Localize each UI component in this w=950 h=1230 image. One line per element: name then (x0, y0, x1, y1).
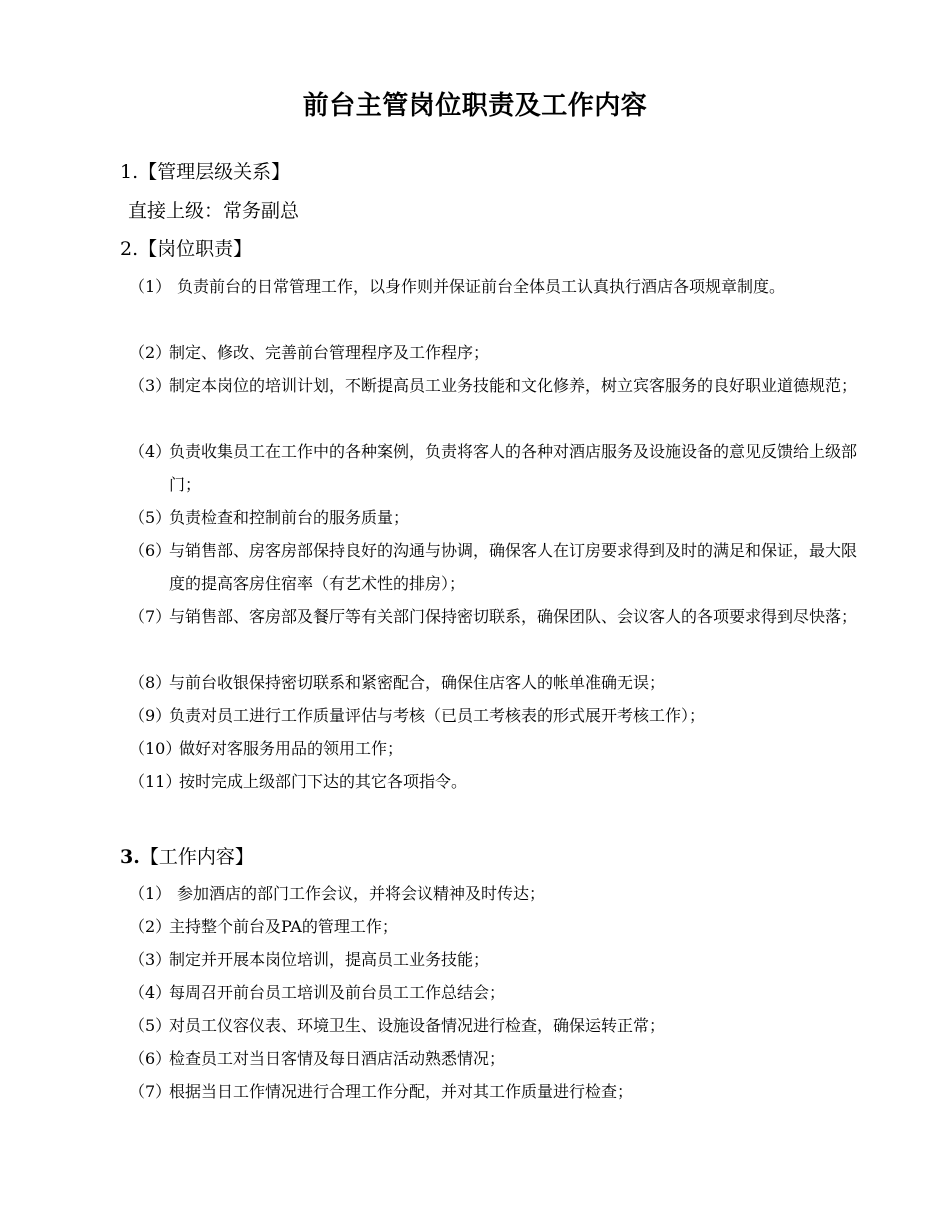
list-item (129, 877, 864, 910)
page-title: 前台主管岗位职责及工作内容 (302, 91, 648, 121)
item-text: 做好对客服务用品的领用工作； (179, 739, 404, 758)
item-number: （5） (129, 508, 172, 527)
item-number: （7） (129, 607, 172, 626)
item-text: 负责检查和控制前台的服务质量； (169, 508, 410, 527)
section-heading-management (120, 158, 290, 186)
item-text: 与前台收银保持密切联系和紧密配合，确保住店客人的帐单准确无误； (169, 673, 666, 692)
item-text: 按时完成上级部门下达的其它各项指令。 (179, 772, 468, 791)
item-number: （4） (129, 442, 172, 461)
item-number: （3） (129, 950, 172, 969)
item-number: （5） (129, 1016, 172, 1035)
item-number: （6） (129, 541, 172, 560)
item-text: 参加酒店的部门工作会议，并将会议精神及时传达； (177, 884, 546, 903)
item-number: （1） (129, 884, 172, 903)
list-item (129, 765, 864, 798)
item-text: 制定并开展本岗位培训，提高员工业务技能； (169, 950, 490, 969)
item-text: 负责前台的日常管理工作，以身作则并保证前台全体员工认真执行酒店各项规章制度。 (177, 277, 786, 296)
section-heading-work-content (120, 843, 254, 871)
list-item (129, 976, 864, 1009)
item-text: 根据当日工作情况进行合理工作分配，并对其工作质量进行检查； (169, 1082, 634, 1101)
item-text: 负责对员工进行工作质量评估与考核（已员工考核表的形式展开考核工作）； (169, 706, 706, 725)
list-item (129, 666, 864, 699)
section-title: 【岗位职责】 (138, 238, 253, 260)
section-title: 【工作内容】 (139, 846, 254, 868)
section-title: 【管理层级关系】 (138, 161, 291, 183)
list-item (129, 600, 864, 633)
list-item (129, 534, 864, 600)
item-text: 主持整个前台及PA的管理工作； (169, 917, 398, 936)
section-number: 1. (120, 161, 139, 183)
list-item (129, 336, 864, 369)
item-number: （7） (129, 1082, 172, 1101)
list-item (129, 732, 864, 765)
item-text: 制定、修改、完善前台管理程序及工作程序； (169, 343, 490, 362)
item-number: （3） (129, 376, 172, 395)
item-number: （4） (129, 983, 172, 1002)
list-item (129, 1075, 864, 1108)
list-item (129, 501, 864, 534)
list-item (129, 910, 864, 943)
item-text: 制定本岗位的培训计划，不断提高员工业务技能和文化修养，树立宾客服务的良好职业道德规范； (169, 376, 858, 395)
item-number: （8） (129, 673, 172, 692)
item-number: （11） (129, 772, 182, 791)
section-heading-duties (120, 235, 252, 263)
item-text: 每周召开前台员工培训及前台员工工作总结会； (169, 983, 506, 1002)
list-item (129, 270, 864, 303)
list-item (129, 943, 864, 976)
list-item (129, 1042, 864, 1075)
item-text: 与销售部、客房部及餐厅等有关部门保持密切联系，确保团队、会议客人的各项要求得到尽快落； (169, 607, 858, 626)
item-number: （6） (129, 1049, 172, 1068)
item-text: 负责收集员工在工作中的各种案例，负责将客人的各种对酒店服务及设施设备的意见反馈给上级部门； (169, 442, 858, 494)
item-text: 检查员工对当日客情及每日酒店活动熟悉情况； (169, 1049, 506, 1068)
item-number: （2） (129, 917, 172, 936)
section-number: 2. (120, 238, 139, 260)
item-number: （1） (129, 277, 172, 296)
item-number: （2） (129, 343, 172, 362)
item-number: （10） (129, 739, 182, 758)
direct-superior-line: 直接上级：常务副总 (128, 200, 300, 222)
item-number: （9） (129, 706, 172, 725)
list-item (129, 1009, 864, 1042)
section-number: 3. (120, 846, 140, 868)
item-text: 对员工仪容仪表、环境卫生、设施设备情况进行检查，确保运转正常； (169, 1016, 666, 1035)
list-item (129, 369, 864, 402)
item-text: 与销售部、房客房部保持良好的沟通与协调，确保客人在订房要求得到及时的满足和保证，最大限度的提高客房住宿率（有艺术性的排房）； (169, 541, 858, 593)
list-item (129, 435, 864, 501)
list-item (129, 699, 864, 732)
